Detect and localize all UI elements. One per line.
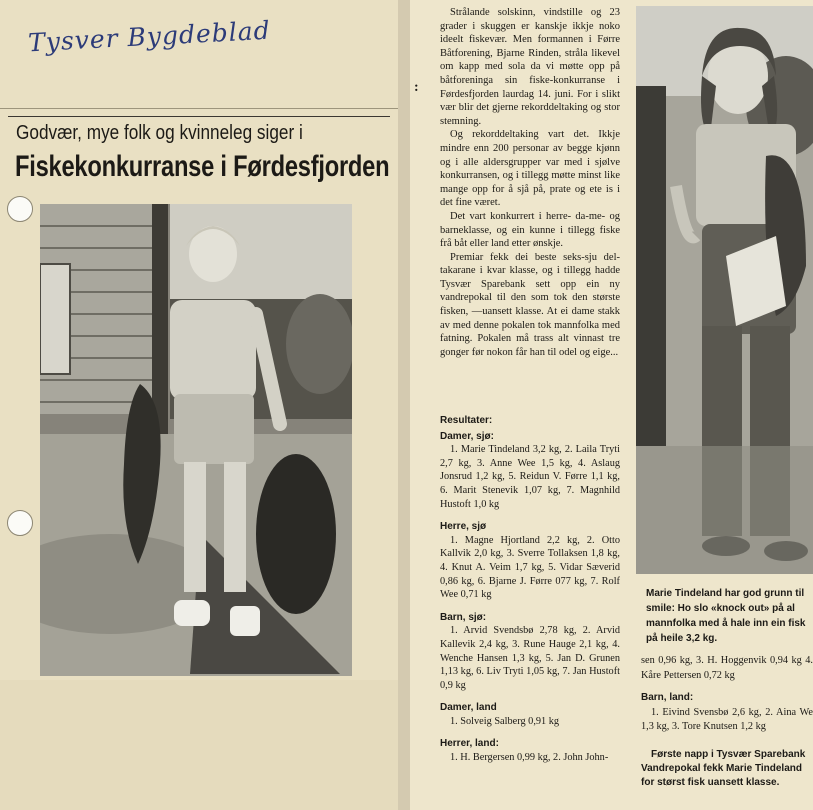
photo-woman-with-fish-illustration: [636, 6, 813, 574]
result-group-heading: Barn, sjø:: [440, 611, 487, 623]
result-group: [440, 611, 620, 693]
result-group-heading: Barn, land:: [641, 692, 694, 703]
trophy-note: Første napp i Tysvær Sparebank Vandrepokal fekk Marie Tindeland for størst fisk uansett klasse.: [641, 749, 806, 788]
left-lower-paper: [0, 680, 398, 810]
result-group-heading: Damer, land: [440, 702, 497, 714]
photo-woman-with-fish: [636, 6, 813, 574]
photo-boy-with-fish-illustration: [40, 204, 352, 676]
headline-rule: [8, 116, 390, 117]
result-group-heading: Herre, sjø: [440, 521, 487, 533]
result-group-text: 1. Eivind Svensbø 2,6 kg, 2. Aina We 1,3 kg, 3. Tore Knutsen 1,2 kg: [641, 706, 813, 732]
handwritten-source-note: Tysver Bygdeblad: [27, 15, 272, 58]
result-group-heading: Damer, sjø:: [440, 430, 494, 442]
main-headline: Fiskekonkurranse i Førdesfjorden: [15, 150, 390, 183]
result-group-text: 1. H. Bergersen 0,99 kg, 2. John John-: [450, 752, 609, 764]
paper-gap: [398, 0, 410, 810]
result-group-text: 1. Marie Tindeland 3,2 kg, 2. Laila Tryti 2,7 kg, 3. Anne Wee 1,5 kg, 4. Aslaug Jonsrud 1,2 kg, 5. Reidun V. Førre 1,1 kg, 6. Marit Stenevik 1,07 kg, 7. Magnhild Hustoft 1,0 kg: [440, 444, 620, 510]
right-results: [641, 654, 813, 735]
article-paragraph: Og rekorddeltaking vart det. Ikkje mindre enn 200 personar av begge kjønn og i alle aldersgrupper var med i sjølve konkurransen, og i tillegg møtte minst like mange opp for å sjå på, prate og ete is i det fine været.: [440, 129, 620, 209]
result-group-heading: Herrer, land:: [440, 738, 499, 750]
result-group: [440, 520, 620, 602]
column-marker: :: [414, 80, 419, 95]
photo-boy-with-fish: [40, 204, 352, 676]
result-group: [440, 430, 620, 512]
result-group: [440, 737, 620, 764]
article-paragraph: Strålande solskinn, vindstille og 23 grader i skuggen er kanskje ikkje noko ideelt fiskevær. Men formannen i Førre Båtforening, Bjarne Rinden, stråla likevel om kapp med sola da vi møtte opp på båtforeninga sin fiske-konkurranse i Førdesfjorden laurdag 14. juni. For i slikt vær blir det gjerne rekorddeltaking og stor stemning.: [440, 7, 620, 127]
clipping-divider: [0, 108, 398, 109]
results-title: Resultater:: [440, 415, 493, 426]
headline-kicker: Godvær, mye folk og kvinneleg siger i: [16, 122, 303, 144]
result-group-text: 1. Magne Hjortland 2,2 kg, 2. Otto Kallvik 2,0 kg, 3. Sverre Tollaksen 1,8 kg, 4. Knut A. Veim 1,7 kg, 5. Vidar Sæverid 0,86 kg, 6. Bjarne J. Førre 077 kg, 7. Rolf Wee 0,71 kg: [440, 534, 620, 601]
punch-hole-top: [7, 196, 33, 222]
article-paragraph: Premiar fekk dei beste seks-sju del-takarane i kvar klasse, og i tillegg hadde Tysvær Sparebank sett opp ein ny vandrepokal til den som tok den største fisken, —uansett klasse. At ei dame stakk av med denne pokalen tok mannfolka med fatning. Pokalen må trass alt vinnast tre gonger før nokon får han til odel og eige...: [440, 251, 620, 358]
result-group-text: 1. Solveig Salberg 0,91 kg: [450, 715, 560, 727]
photo-caption: Marie Tindeland har god grunn til smile: Ho slo «knock out» på al mannfolka med å hale inn ein fisk på heile 3,2 kg.: [646, 588, 806, 644]
results-list: [440, 408, 620, 774]
continued-results-text: sen 0,96 kg, 3. H. Hoggenvik 0,94 kg 4. Kåre Pettersen 0,72 kg: [641, 655, 813, 681]
article-body: [440, 6, 620, 359]
result-group-text: 1. Arvid Svendsbø 2,78 kg, 2. Arvid Kallevik 2,4 kg, 3. Rune Hauge 2,1 kg, 4. Wenche Hansen 1,3 kg, 5. Jan D. Grunen 1,13 kg, 6. Liv Tryti 1,05 kg, 7. Jan Hustoft 0,9 kg: [440, 625, 620, 691]
result-group: [440, 701, 620, 728]
punch-hole-bottom: [7, 510, 33, 536]
article-paragraph: Det vart konkurrert i herre- da-me- og barneklasse, og ein kunne i tillegg fiske frå båt eller land etter ønskje.: [440, 210, 620, 250]
